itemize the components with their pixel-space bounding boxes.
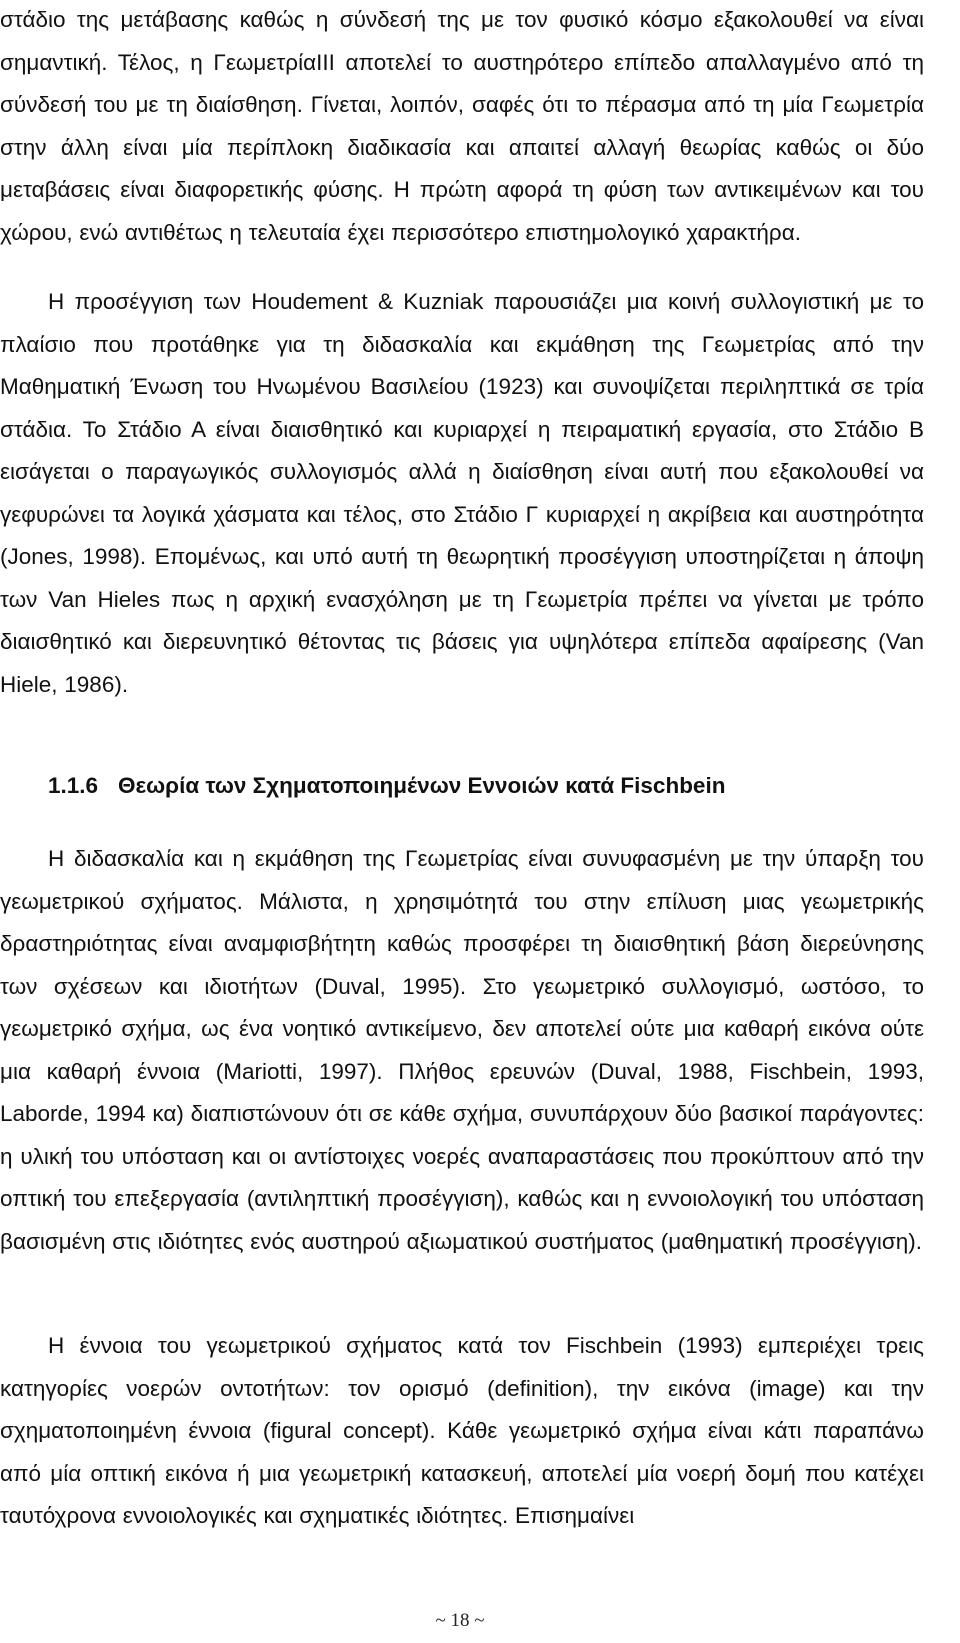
page-number: ~ 18 ~	[435, 1610, 485, 1631]
section-number: 1.1.6	[48, 773, 99, 798]
paragraph-continued: στάδιο της μετάβασης καθώς η σύνδεσή της με τον φυσικό κόσμο εξακολουθεί να είναι σημαντική. Τέλος, η ΓεωμετρίαIII αποτελεί το αυστηρότερο επίπεδο απαλλαγμένο από τη σύνδεσή του με τη διαίσθηση. Γίνεται, λοιπόν, σαφές ότι το πέρασμα από τη μία Γεωμετρία στην άλλη είναι μία περίπλοκη διαδικασία και απαιτεί αλλαγή θεωρίας καθώς οι δύο μεταβάσεις είναι διαφορετικής φύσης. Η πρώτη αφορά τη φύση των αντικειμένων και του χώρου, ενώ αντιθέτως η τελευταία έχει περισσότερο επιστημολογικό χαρακτήρα.	[0, 7, 924, 245]
section-heading	[48, 765, 908, 807]
section-title: Θεωρία των Σχηματοποιημένων Εννοιών κατά Fischbein	[118, 773, 726, 798]
paragraph-fischbein: Η έννοια του γεωμετρικού σχήματος κατά τον Fischbein (1993) εμπεριέχει τρεις κατηγορίες νοερών οντοτήτων: τον ορισμό (definition), την εικόνα (image) και την σχηματοποιημένη έννοια (figural concept). Κάθε γεωμετρικό σχήμα είναι κάτι παραπάνω από μία οπτική εικόνα ή μια γεωμετρική κατασκευή, αποτελεί μία νοερή δομή που κατέχει ταυτόχρονα εννοιολογικές και σχηματικές ιδιότητες. Επισημαίνει	[0, 1333, 924, 1528]
paragraph-houdement-kuzniak: Η προσέγγιση των Houdement & Kuzniak παρουσιάζει μια κοινή συλλογιστική με το πλαίσιο που προτάθηκε για τη διδασκαλία και εκμάθηση της Γεωμετρίας από την Μαθηματική Ένωση του Ηνωμένου Βασιλείου (1923) και συνοψίζεται περιληπτικά σε τρία στάδια. Το Στάδιο Α είναι διαισθητικό και κυριαρχεί η πειραματική εργασία, στο Στάδιο Β εισάγεται ο παραγωγικός συλλογισμός αλλά η διαίσθηση είναι αυτή που εξακολουθεί να γεφυρώνει τα λογικά χάσματα και τέλος, στο Στάδιο Γ κυριαρχεί η ακρίβεια και αυστηρότητα (Jones, 1998). Επομένως, και υπό αυτή τη θεωρητική προσέγγιση υποστηρίζεται η άποψη των Van Hieles πως η αρχική ενασχόληση με τη Γεωμετρία πρέπει να γίνεται με τρόπο διαισθητικό και διερευνητικό θέτοντας τις βάσεις για υψηλότερα επίπεδα αφαίρεσης (Van Hiele, 1986).	[0, 289, 924, 697]
paragraph-geometric-figure: Η διδασκαλία και η εκμάθηση της Γεωμετρίας είναι συνυφασμένη με την ύπαρξη του γεωμετρικού σχήματος. Μάλιστα, η χρησιμότητά του στην επίλυση μιας γεωμετρικής δραστηριότητας είναι αναμφισβήτητη καθώς προσφέρει τη διαισθητική βάση διερεύνησης των σχέσεων και ιδιοτήτων (Duval, 1995). Στο γεωμετρικό συλλογισμό, ωστόσο, το γεωμετρικό σχήμα, ως ένα νοητικό αντικείμενο, δεν αποτελεί ούτε μια καθαρή εικόνα ούτε μια καθαρή έννοια (Mariotti, 1997). Πλήθος ερευνών (Duval, 1988, Fischbein, 1993, Laborde, 1994 κα) διαπιστώνουν ότι σε κάθε σχήμα, συνυπάρχουν δύο βασικοί παράγοντες: η υλική του υπόσταση και οι αντίστοιχες νοερές αναπαραστάσεις που προκύπτουν από την οπτική του επεξεργασία (αντιληπτική προσέγγιση), καθώς και η εννοιολογική του υπόσταση βασισμένη στις ιδιότητες ενός αυστηρού αξιωματικού συστήματος (μαθηματική προσέγγιση).	[0, 846, 924, 1254]
